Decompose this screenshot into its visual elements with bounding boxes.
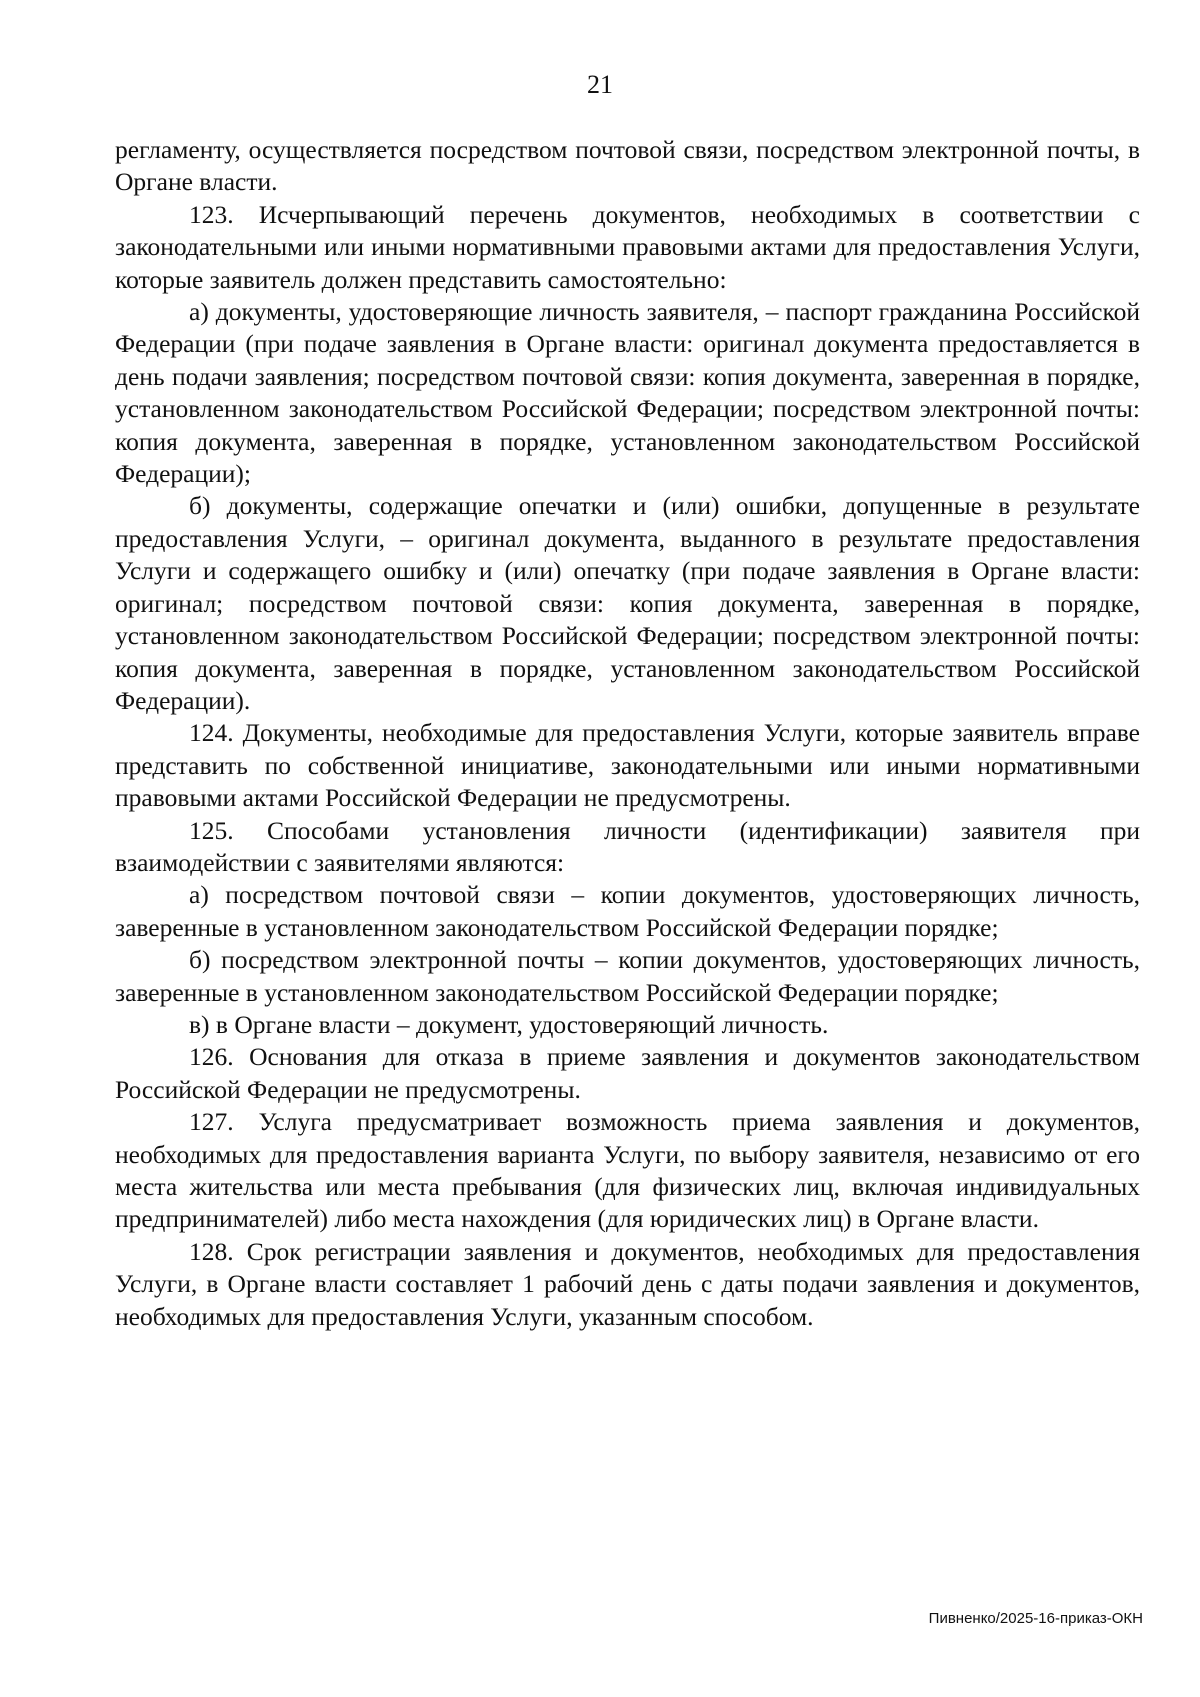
paragraph-125: 125. Способами установления личности (идентификации) заявителя при взаимодействии с заявителями являются: — [115, 815, 1140, 877]
page-number: 21 — [587, 70, 613, 99]
paragraph-128: 128. Срок регистрации заявления и документов, необходимых для предоставления Услуги, в Органе власти составляет 1 рабочий день с даты подачи заявления и документов, необходимых для предоставления Услуги, указанным способом. — [115, 1236, 1140, 1331]
paragraph-127: 127. Услуга предусматривает возможность приема заявления и документов, необходимых для предоставления варианта Услуги, по выбору заявителя, независимо от его места жительства или места пребывания (для физических лиц, включая индивидуальных предпринимателей) либо места нахождения (для юридических лиц) в Органе власти. — [115, 1107, 1140, 1234]
paragraph-126: 126. Основания для отказа в приеме заявления и документов законодательством Российской Федерации не предусмотрены. — [115, 1042, 1140, 1104]
document-footer-code: Пивненко/2025-16-приказ-ОКН — [928, 1610, 1143, 1627]
paragraph-125-b: б) посредством электронной почты – копии документов, удостоверяющих личность, заверенные в установленном законодательством Российской Федерации порядке; — [115, 945, 1140, 1007]
paragraph-continuation: регламенту, осуществляется посредством почтовой связи, посредством электронной почты, в Органе власти. — [115, 135, 1140, 197]
document-body — [115, 134, 1140, 1333]
paragraph-125-v: в) в Органе власти – документ, удостоверяющий личность. — [189, 1009, 829, 1039]
paragraph-123: 123. Исчерпывающий перечень документов, необходимых в соответствии с законодательными или иными нормативными правовыми актами для предоставления Услуги, которые заявитель должен представить самостоятельно: — [115, 199, 1140, 294]
paragraph-123-a: а) документы, удостоверяющие личность заявителя, – паспорт гражданина Российской Федерации (при подаче заявления в Органе власти: оригинал документа предоставляется в день подачи заявления; посредством почтовой связи: копия документа, заверенная в порядке, установленном законодательством Российской Федерации; посредством электронной почты: копия документа, заверенная в порядке, установленном законодательством Российской Федерации); — [115, 297, 1140, 489]
paragraph-123-b: б) документы, содержащие опечатки и (или) ошибки, допущенные в результате предоставления Услуги, – оригинал документа, выданного в результате предоставления Услуги и содержащего ошибку и (или) опечатку (при подаче заявления в Органе власти: оригинал; посредством почтовой связи: копия документа, заверенная в порядке, установленном законодательством Российской Федерации; посредством электронной почты: копия документа, заверенная в порядке, установленном законодательством Российской Федерации). — [115, 491, 1140, 715]
paragraph-125-a: а) посредством почтовой связи – копии документов, удостоверяющих личность, заверенные в установленном законодательством Российской Федерации порядке; — [115, 880, 1140, 942]
paragraph-124: 124. Документы, необходимые для предоставления Услуги, которые заявитель вправе представить по собственной инициативе, законодательными или иными нормативными правовыми актами Российской Федерации не предусмотрены. — [115, 718, 1140, 813]
